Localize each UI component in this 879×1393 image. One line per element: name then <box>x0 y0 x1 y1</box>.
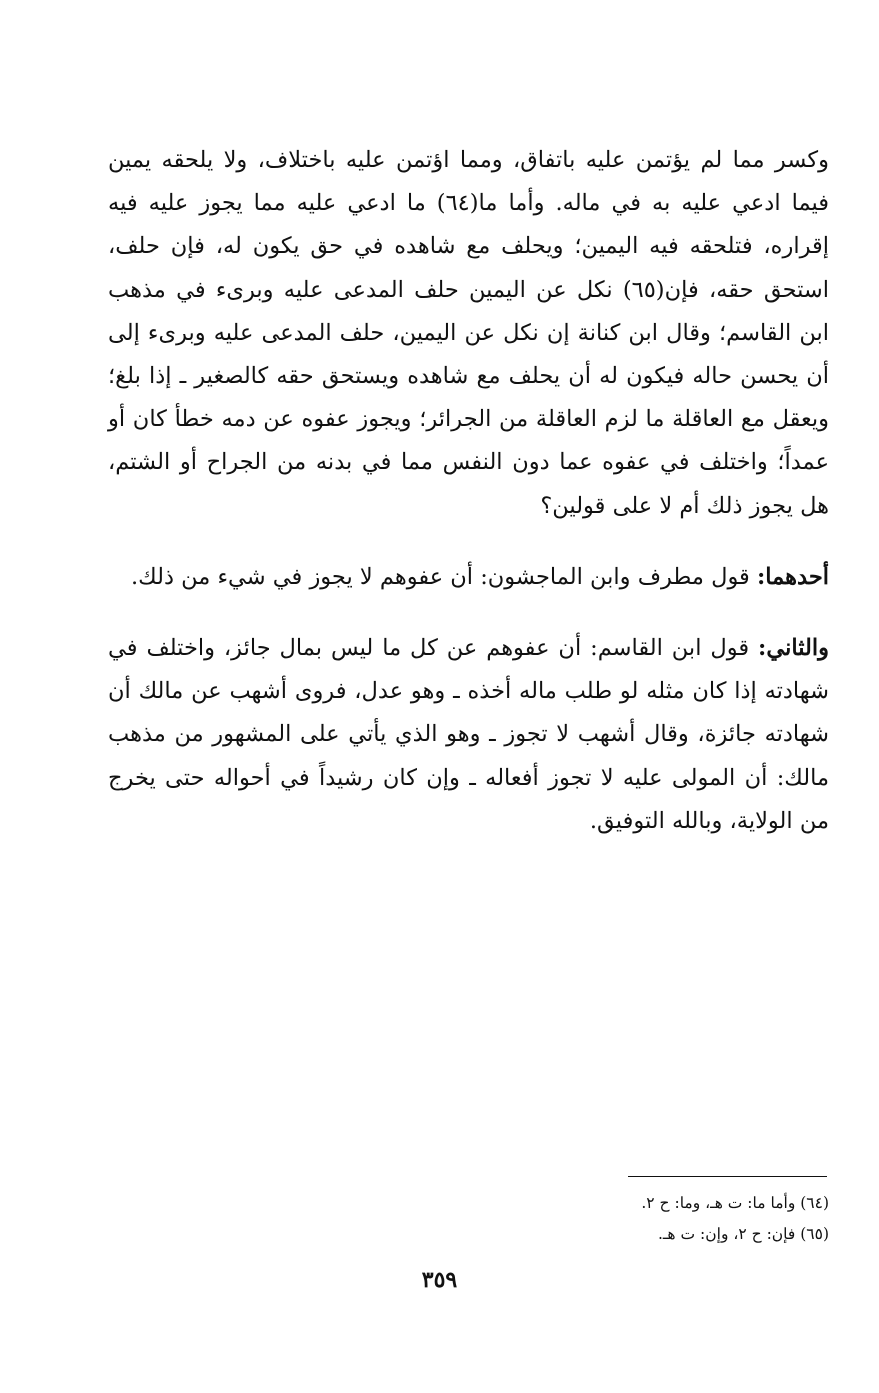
paragraph-3 <box>108 627 829 843</box>
footnote-65: (٦٥) فإن: ح ٢، وإن: ت هـ. <box>657 1225 829 1243</box>
paragraph-2-text: قول مطرف وابن الماجشون: أن عفوهم لا يجوز في شيء من ذلك. <box>130 563 757 590</box>
body-text <box>108 139 829 843</box>
page-number: ٣٥٩ <box>421 1267 458 1293</box>
footnote-64: (٦٤) وأما ما: ت هـ، وما: ح ٢. <box>641 1194 829 1212</box>
paragraph-1-text: وكسر مما لم يؤتمن عليه باتفاق، ومما اؤتمن عليه باختلاف، ولا يلحقه يمين فيما ادعي عليه به في ماله. وأما ما(٦٤) ما ادعي عليه مما يجوز عليه فيه إقراره، فتلحقه فيه اليمين؛ ويحلف مع شاهده في حق يكون له، فإن حلف، استحق حقه، فإن(٦٥) نكل عن اليمين حلف المدعى عليه وبرىء في مذهب ابن القاسم؛ وقال ابن كنانة إن نكل عن اليمين، حلف المدعى عليه وبرىء إلى أن يحسن حاله فيكون له أن يحلف مع شاهده ويستحق حقه كالصغير ـ إذا بلغ؛ ويعقل مع العاقلة ما لزم العاقلة من الجرائر؛ ويجوز عفوه عن دمه خطأ كان أو عمداً؛ واختلف في عفوه عما دون النفس مما في بدنه من الجراح أو الشتم، هل يجوز ذلك أم لا على قولين؟ <box>108 147 830 519</box>
paragraph-2 <box>108 556 829 599</box>
paragraph-1 <box>108 139 829 528</box>
paragraph-3-text: قول ابن القاسم: أن عفوهم عن كل ما ليس بمال جائز، واختلف في شهادته إذا كان مثله لو طلب ماله أخذه ـ وهو عدل، فروى أشهب عن مالك أن شهادته جائزة، وقال أشهب لا تجوز ـ وهو الذي يأتي على المشهور من مذهب مالك: أن المولى عليه لا تجوز أفعاله ـ وإن كان رشيداً في أحواله حتى يخرج من الولاية، وبالله التوفيق. <box>108 635 829 834</box>
paragraph-gap <box>108 599 829 627</box>
paragraph-gap <box>108 528 829 556</box>
footnotes <box>400 1188 829 1250</box>
footnote-separator <box>628 1176 827 1177</box>
paragraph-2-lead: أحدهما: <box>756 563 829 590</box>
paragraph-3-lead: والثاني: <box>758 635 829 662</box>
